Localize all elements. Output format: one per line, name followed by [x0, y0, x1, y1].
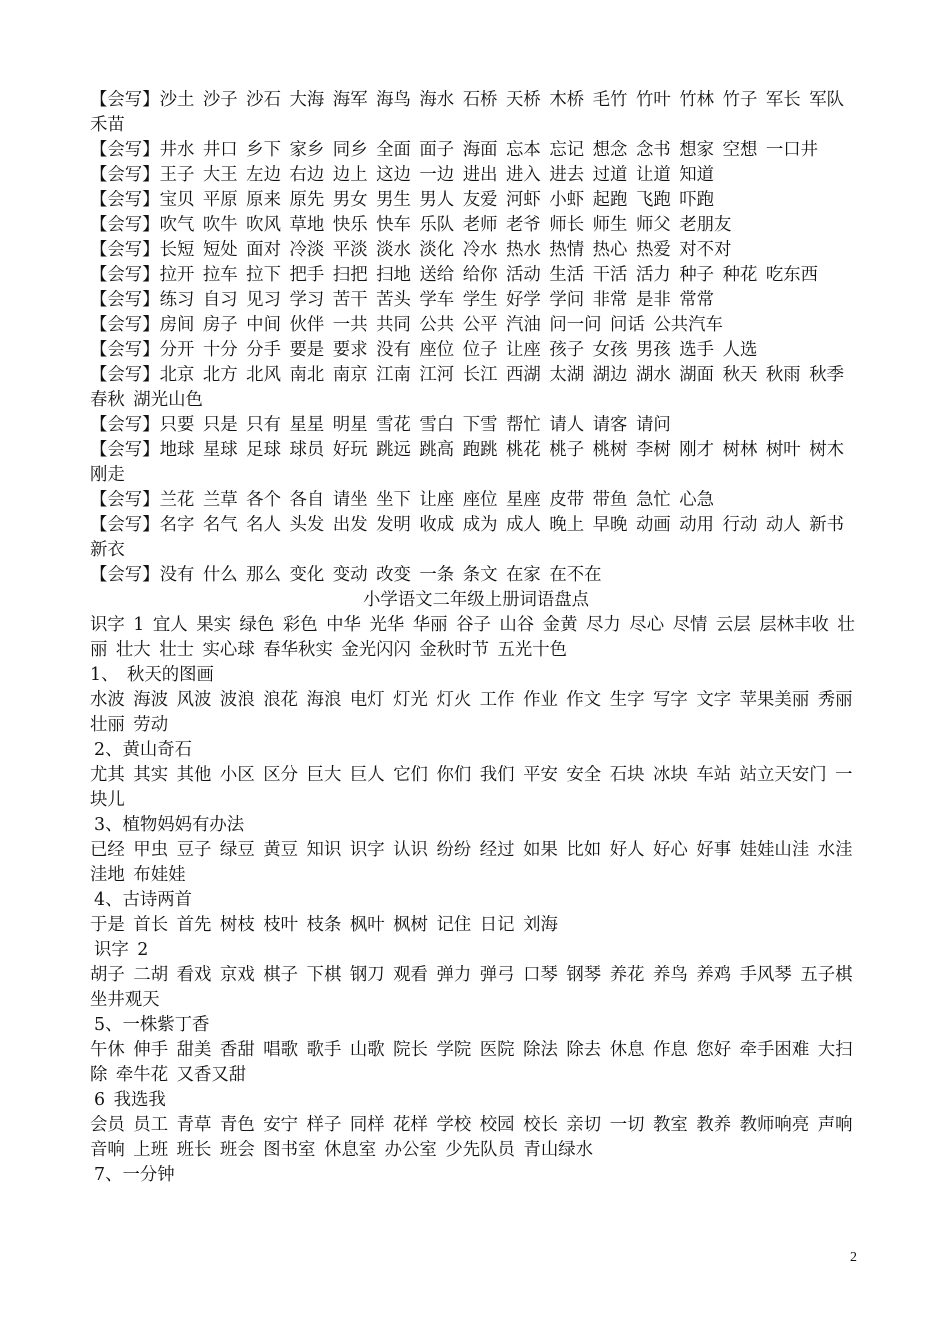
text-line: 【会写】名字 名气 名人 头发 出发 发明 收成 成为 成人 晚上 早晚 动画 动用 行动 动人 新书 新衣	[90, 515, 844, 560]
text-line: 识字 1 宜人 果实 绿色 彩色 中华 光华 华丽 谷子 山谷 金黄 尽力 尽心 尽情 云层 层林丰收 壮丽 壮大 壮士 实心球 春华秋实 金光闪闪 金秋时节 五光十色	[90, 615, 855, 660]
text-line: 【会写】沙土 沙子 沙石 大海 海军 海鸟 海水 石桥 天桥 木桥 毛竹 竹叶 竹林 竹子 军长 军队 禾苗	[90, 90, 844, 135]
lesson-heading: 1、 秋天的图画	[90, 665, 214, 685]
text-line: 【会写】没有 什么 那么 变化 变动 改变 一条 条文 在家 在不在	[90, 565, 602, 585]
text-line: 【会写】吹气 吹牛 吹风 草地 快乐 快车 乐队 老师 老爷 师长 师生 师父 老朋友	[90, 215, 732, 235]
text-line: 【会写】只要 只是 只有 星星 明星 雪花 雪白 下雪 帮忙 请人 请客 请问	[90, 415, 671, 435]
document-body	[90, 88, 862, 1188]
text-line: 水波 海波 风波 波浪 浪花 海浪 电灯 灯光 灯火 工作 作业 作文 生字 写字 文字 苹果美丽 秀丽 壮丽 劳动	[90, 690, 853, 735]
text-line: 已经 甲虫 豆子 绿豆 黄豆 知识 识字 认识 纷纷 经过 如果 比如 好人 好心 好事 娃娃山洼 水洼 洼地 布娃娃	[90, 840, 853, 885]
lesson-heading: 4、古诗两首	[94, 890, 193, 910]
text-line: 【会写】练习 自习 见习 学习 苦干 苦头 学车 学生 好学 学问 非常 是非 常常	[90, 290, 715, 310]
lesson-heading: 7、一分钟	[94, 1165, 175, 1185]
text-line: 【会写】北京 北方 北风 南北 南京 江南 江河 长江 西湖 太湖 湖边 湖水 湖面 秋天 秋雨 秋季 春秋 湖光山色	[90, 365, 844, 410]
text-line: 【会写】井水 井口 乡下 家乡 同乡 全面 面子 海面 忘本 忘记 想念 念书 想家 空想 一口井	[90, 140, 819, 160]
text-line: 尤其 其实 其他 小区 区分 巨大 巨人 它们 你们 我们 平安 安全 石块 冰块 车站 站立天安门 一块儿	[90, 765, 853, 810]
section-title: 小学语文二年级上册词语盘点	[362, 590, 590, 610]
text-line: 【会写】拉开 拉车 拉下 把手 扫把 扫地 送给 给你 活动 生活 干活 活力 种子 种花 吃东西	[90, 265, 819, 285]
text-line: 【会写】王子 大王 左边 右边 边上 这边 一边 进出 进入 进去 过道 让道 知道	[90, 165, 715, 185]
text-line: 【会写】房间 房子 中间 伙伴 一共 共同 公共 公平 汽油 问一问 问话 公共汽车	[90, 315, 723, 335]
lesson-heading: 2、黄山奇石	[94, 740, 193, 760]
lesson-heading: 识字 2	[94, 940, 149, 960]
lesson-heading: 5、一株紫丁香	[94, 1015, 210, 1035]
text-line: 午休 伸手 甜美 香甜 唱歌 歌手 山歌 院长 学院 医院 除法 除去 休息 作息 您好 牵手困难 大扫除 牵牛花 又香又甜	[90, 1040, 853, 1085]
text-line: 会员 员工 青草 青色 安宁 样子 同样 花样 学校 校园 校长 亲切 一切 教室 教养 教师响亮 声响 音响 上班 班长 班会 图书室 休息室 办公室 少先队员 青山绿水	[90, 1115, 853, 1160]
text-line: 【会写】宝贝 平原 原来 原先 男女 男生 男人 友爱 河虾 小虾 起跑 飞跑 吓跑	[90, 190, 715, 210]
text-line: 【会写】兰花 兰草 各个 各自 请坐 坐下 让座 座位 星座 皮带 带鱼 急忙 心急	[90, 490, 715, 510]
lesson-heading: 6 我选我	[94, 1090, 166, 1110]
text-line: 于是 首长 首先 树枝 枝叶 枝条 枫叶 枫树 记住 日记 刘海	[90, 915, 558, 935]
text-line: 【会写】长短 短处 面对 冷淡 平淡 淡水 淡化 冷水 热水 热情 热心 热爱 对不对	[90, 240, 732, 260]
page-number: 2	[850, 1250, 857, 1265]
text-line: 【会写】地球 星球 足球 球员 好玩 跳远 跳高 跑跳 桃花 桃子 桃树 李树 刚才 树林 树叶 树木 刚走	[90, 440, 844, 485]
text-line: 胡子 二胡 看戏 京戏 棋子 下棋 钢刀 观看 弹力 弹弓 口琴 钢琴 养花 养鸟 养鸡 手风琴 五子棋 坐井观天	[90, 965, 853, 1010]
text-line: 【会写】分开 十分 分手 要是 要求 没有 座位 位子 让座 孩子 女孩 男孩 选手 人选	[90, 340, 758, 360]
lesson-heading: 3、植物妈妈有办法	[94, 815, 245, 835]
